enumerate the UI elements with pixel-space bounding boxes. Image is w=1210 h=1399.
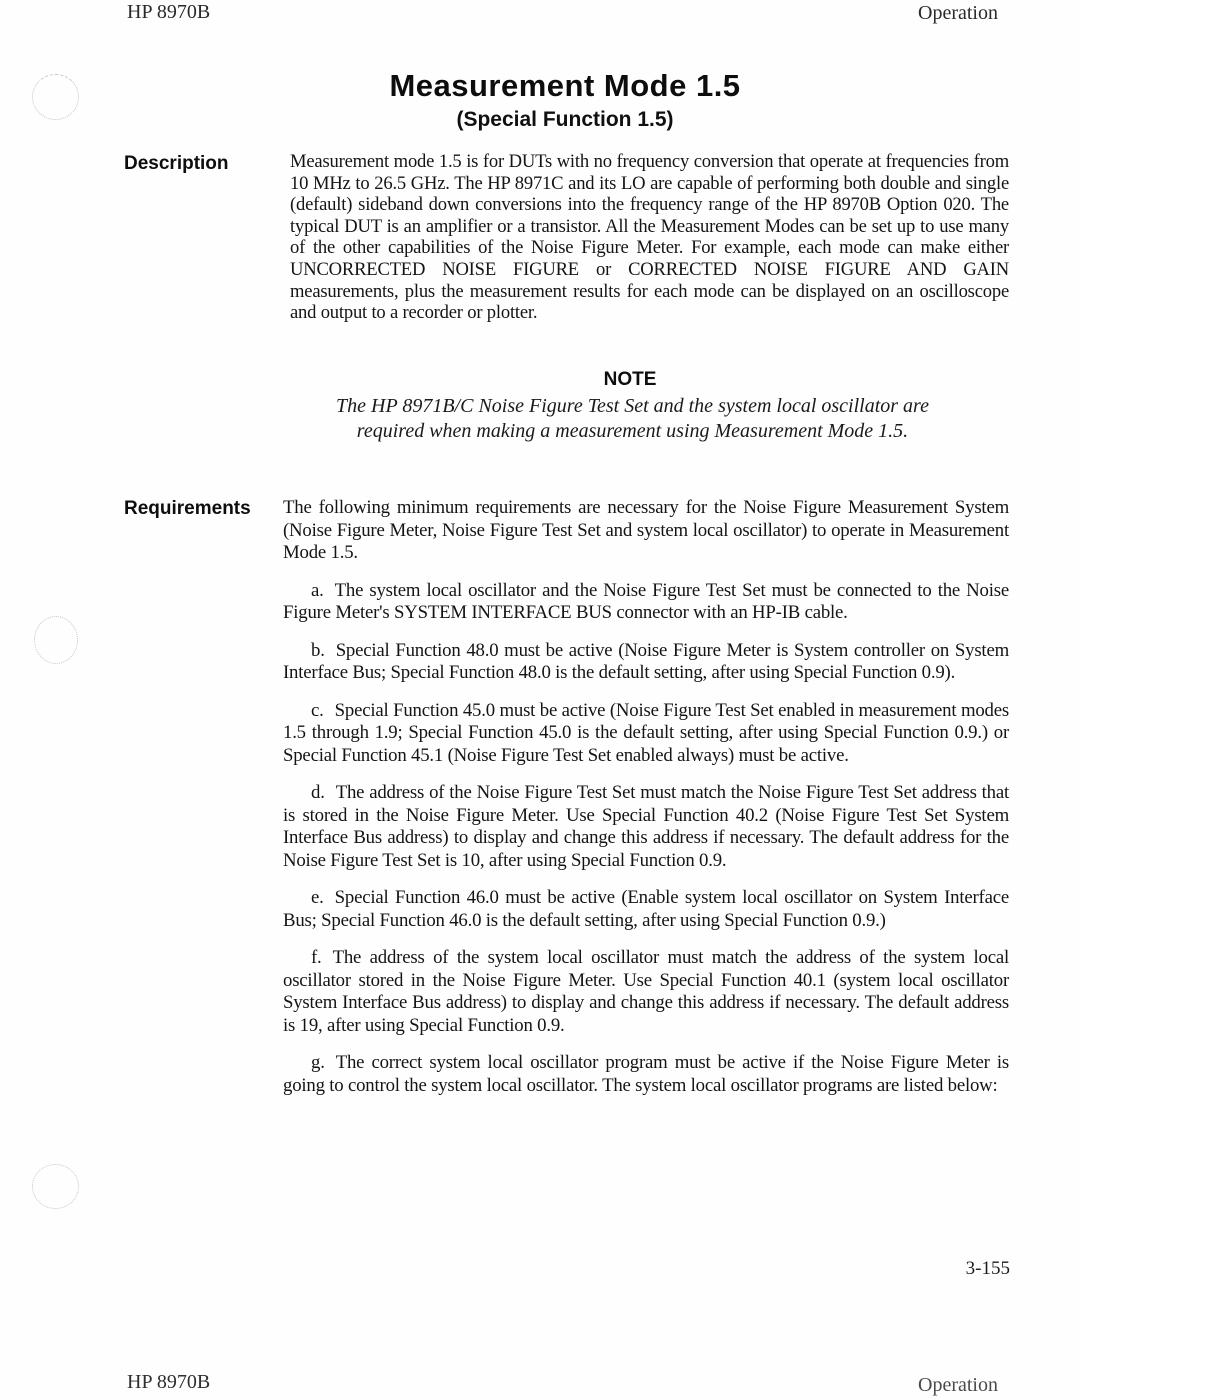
- requirement-item-f: [283, 947, 1009, 1037]
- page-number: 3-155: [965, 1258, 1010, 1279]
- requirement-item-c: [283, 700, 1009, 768]
- item-letter: e.: [311, 887, 324, 908]
- description-body: Measurement mode 1.5 is for DUTs with no frequency conversion that operate at frequencies from 10 MHz to 26.5 GHz. The HP 8971C and its LO are capable of performing both double and single (default) sideband down conversions into the frequency range of the HP 8970B Option 020. The typical DUT is an amplifier or a transistor. All the Measurement Modes can be set up to use many of the other capabilities of the Noise Figure Meter. For example, each mode can make either UNCORRECTED NOISE FIGURE or CORRECTED NOISE FIGURE AND GAIN measurements, plus the measurement results for each mode can be displayed on an oscilloscope and output to a recorder or plotter.: [290, 151, 1009, 324]
- requirement-item-b: [283, 640, 1009, 685]
- item-text: The system local oscillator and the Noise Figure Test Set must be connected to the Noise Figure Meter's SYSTEM INTERFACE BUS connector with an HP-IB cable.: [283, 579, 1009, 623]
- requirement-item-g: [283, 1052, 1009, 1097]
- item-letter: b.: [311, 639, 325, 661]
- header-section-name: [918, 2, 1038, 28]
- punch-hole-smudge-middle: [34, 616, 78, 664]
- item-letter: g.: [311, 1052, 325, 1073]
- requirement-item-a: [283, 580, 1009, 625]
- item-letter: c.: [311, 699, 324, 721]
- item-letter: a.: [311, 579, 324, 601]
- header-model-number: [127, 1, 247, 27]
- note-label: NOTE: [603, 369, 657, 390]
- item-letter: f.: [311, 947, 322, 968]
- header-model-number-text: HP 8970B: [127, 1, 211, 23]
- item-letter: d.: [311, 782, 325, 803]
- requirement-item-d: [283, 782, 1009, 872]
- item-text: The address of the Noise Figure Test Set must match the Noise Figure Test Set address that is stored in the Noise Figure Meter. Use Special Function 40.2 (Noise Figure Test Set System Interface Bus address) to display and change this address if necessary. The default address for the Noise Figure Test Set is 10, after using Special Function 0.9.: [283, 782, 1009, 871]
- footer-model-number: HP 8970B: [127, 1371, 211, 1393]
- punch-hole-smudge-bottom: [32, 1164, 79, 1209]
- requirements-label: Requirements: [124, 498, 251, 519]
- item-text: Special Function 46.0 must be active (Enable system local oscillator on System Interface Bus; Special Function 46.0 is the default setting, after using Special Function 0.9.): [283, 887, 1009, 931]
- footer-section-name-text: Operation: [918, 1374, 998, 1396]
- footer-section-name: [918, 1374, 1038, 1396]
- note-body: The HP 8971B/C Noise Figure Test Set and the system local oscillator are required when making a measurement using Measurement Mode 1.5.: [336, 395, 929, 442]
- requirements-intro: The following minimum requirements are necessary for the Noise Figure Measurement System (Noise Figure Meter, Noise Figure Test Set and system local oscillator) to operate in Measurement Mode 1.5.: [283, 497, 1009, 563]
- item-text: The address of the system local oscillator must match the address of the system local oscillator stored in the Noise Figure Meter. Use Special Function 40.1 (system local oscillator System Interface Bus address) to display and change this address if necessary. The default address is 19, after using Special Function 0.9.: [283, 947, 1009, 1036]
- item-text: Special Function 48.0 must be active (Noise Figure Meter is System controller on System Interface Bus; Special Function 48.0 is the default setting, after using Special Function 0.9).: [283, 639, 1009, 683]
- page-subtitle: (Special Function 1.5): [456, 108, 674, 131]
- header-section-name-text: Operation: [918, 2, 998, 24]
- item-text: Special Function 45.0 must be active (Noise Figure Test Set enabled in measurement modes 1.5 through 1.9; Special Function 45.0 is the default setting, after using Special Function 0.9.) or Special Function 45.1 (Noise Figure Test Set enabled always) must be active.: [283, 699, 1009, 766]
- requirement-item-e: [283, 887, 1009, 932]
- description-label: Description: [124, 153, 229, 174]
- page-title: Measurement Mode 1.5: [389, 68, 741, 103]
- requirements-body: [283, 497, 1009, 1097]
- item-text: The correct system local oscillator program must be active if the Noise Figure Meter is going to control the system local oscillator. The system local oscillator programs are listed below:: [283, 1052, 1009, 1096]
